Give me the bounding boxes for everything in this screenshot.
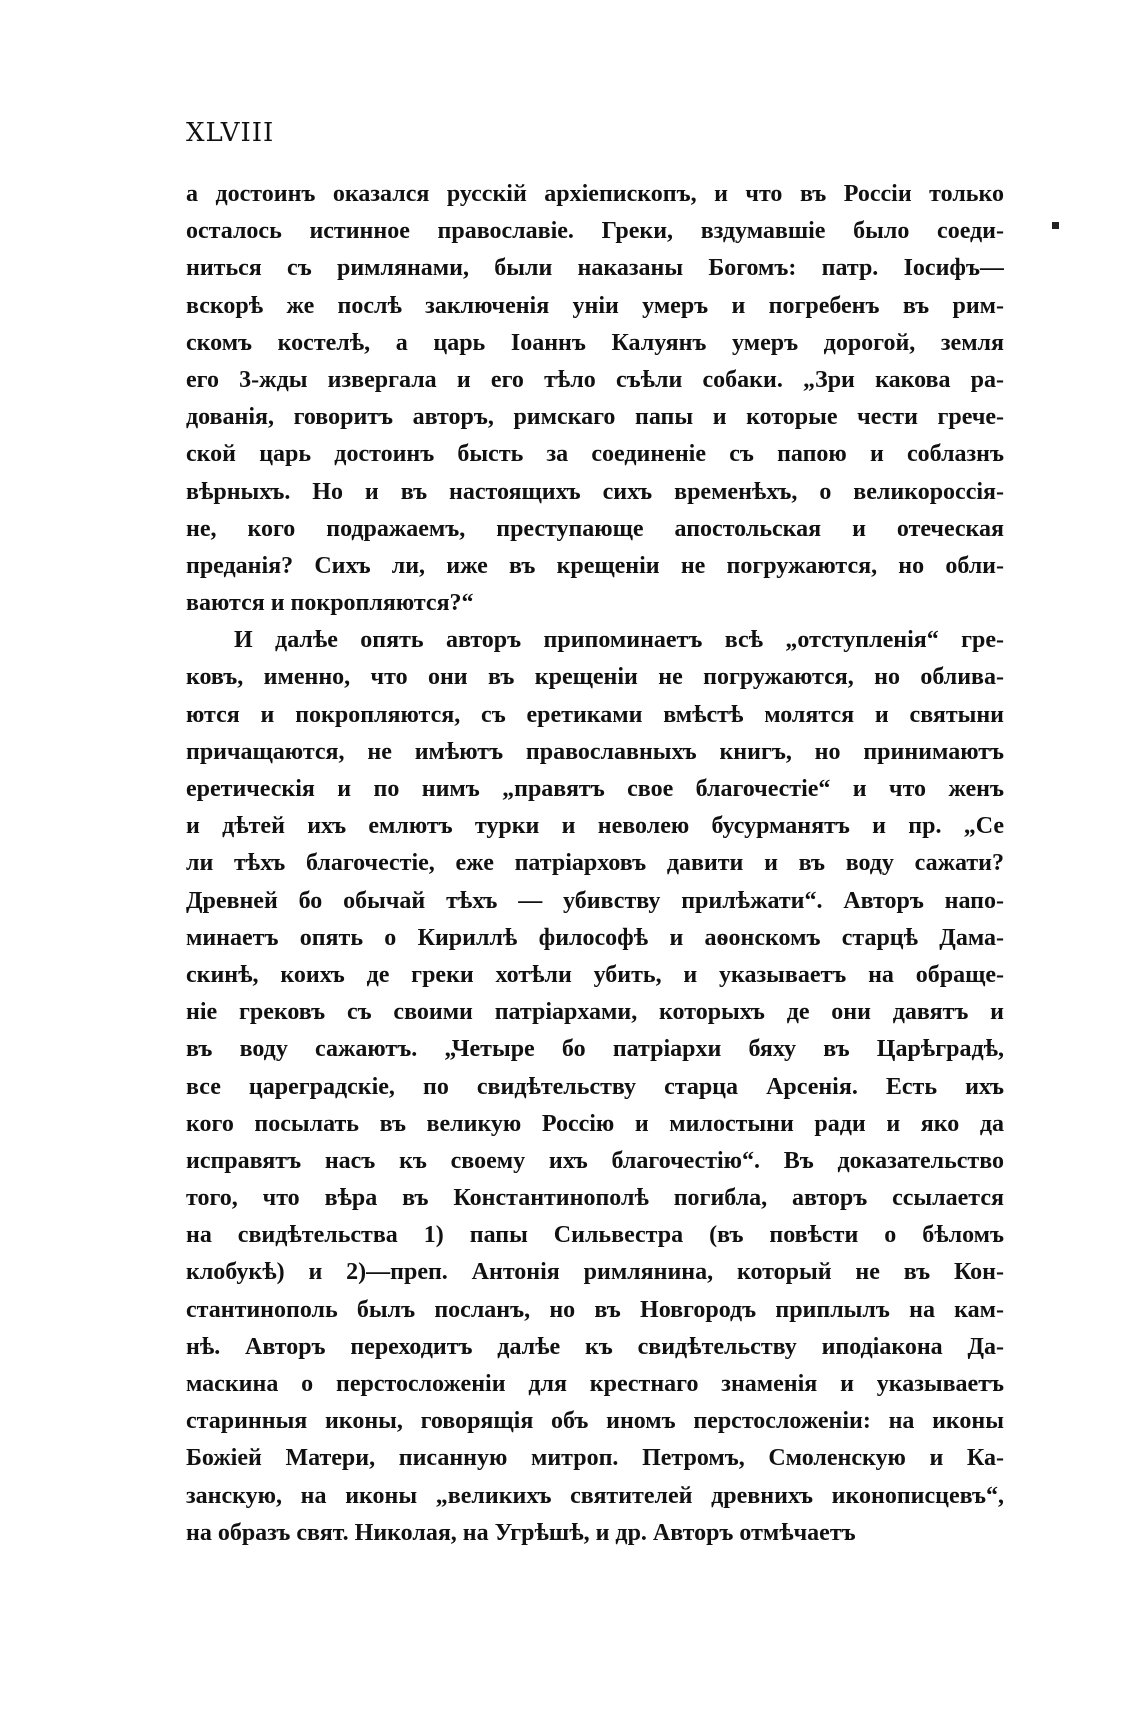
text-line: Древней бо обычай тѣхъ — убивству прилѣжати“. Авторъ напо- [186,887,1004,914]
text-line: вѣрныхъ. Но и въ настоящихъ сихъ временѣхъ, о великороссія- [186,478,1004,505]
text-line: въ воду сажаютъ. „Четыре бо патріархи бяху въ Царѣградѣ, [186,1036,1004,1063]
text-line: занскую, на иконы „великихъ святителей древнихъ иконописцевъ“, [186,1482,1004,1509]
text-line: кого посылать въ великую Россію и милостыни ради и яко да [186,1110,1004,1137]
text-line: не, кого подражаемъ, преступающе апостольская и отеческая [186,515,1004,542]
text-line: ются и покропляются, съ еретиками вмѣстѣ молятся и святыни [186,701,1004,728]
page-number: XLVIII [186,118,275,148]
print-speck [1052,222,1059,229]
text-line: ваются и покропляются?“ [186,590,474,617]
text-line: ниться съ римлянами, были наказаны Богомъ: патр. Іосифъ— [186,255,1004,282]
text-line: Божіей Матери, писанную митроп. Петромъ, Смоленскую и Ка- [186,1445,1004,1472]
text-line: клобукѣ) и 2)—преп. Антонія римлянина, который не въ Кон- [186,1259,1004,1286]
text-line: преданія? Сихъ ли, иже въ крещеніи не погружаются, но обли- [186,552,1004,579]
text-line: скомъ костелѣ, а царь Іоаннъ Калуянъ умеръ дорогой, земля [186,329,1004,356]
body-text [186,176,1004,1552]
text-line: ской царь достоинъ бысть за соединеніе съ папою и соблазнъ [186,441,1004,468]
text-line: ніе грековъ съ своими патріархами, которыхъ де они давятъ и [186,999,1004,1026]
text-line: того, что вѣра въ Константинополѣ погибла, авторъ ссылается [186,1185,1004,1212]
text-line: причащаются, не имѣютъ православныхъ книгъ, но принимаютъ [186,738,1004,765]
text-line: скинѣ, коихъ де греки хотѣли убить, и указываетъ на обраще- [186,961,1004,988]
text-line: а достоинъ оказался русскій архіепископъ, и что въ Россіи только [186,181,1004,207]
text-line: на образъ свят. Николая, на Угрѣшѣ, и др. Авторъ отмѣчаетъ [186,1519,856,1546]
text-line: И далѣе опять авторъ припоминаетъ всѣ „отступленія“ гре- [234,627,1004,654]
text-line: маскина о перстосложеніи для крестнаго знаменія и указываетъ [186,1371,1004,1397]
text-line: все цареградскіе, по свидѣтельству старца Арсенія. Есть ихъ [186,1073,1004,1100]
text-line: и дѣтей ихъ емлютъ турки и неволею бусурманятъ и пр. „Се [186,813,1004,840]
text-line: его 3-жды извергала и его тѣло съѣли собаки. „Зри какова ра- [186,366,1004,393]
text-line: ли тѣхъ благочестіе, еже патріарховъ давити и въ воду сажати? [186,850,1004,877]
text-line: еретическія и по нимъ „правятъ свое благочестіе“ и что женъ [186,776,1004,802]
text-line: вскорѣ же послѣ заключенія уніи умеръ и погребенъ въ рим- [186,292,1004,319]
text-line: исправятъ насъ къ своему ихъ благочестію“. Въ доказательство [186,1147,1004,1174]
text-line: нѣ. Авторъ переходитъ далѣе къ свидѣтельству иподіакона Да- [186,1333,1004,1360]
text-line: ковъ, именно, что они въ крещеніи не погружаются, но облива- [186,664,1004,691]
text-line: дованія, говоритъ авторъ, римскаго папы и которые чести грече- [186,404,1004,431]
text-line: старинныя иконы, говорящія объ иномъ перстосложеніи: на иконы [186,1408,1004,1435]
text-line: осталось истинное православіе. Греки, вздумавшіе было соеди- [186,218,1004,245]
text-line: стантинополь былъ посланъ, но въ Новгородъ приплылъ на кам- [186,1296,1004,1323]
text-line: минаетъ опять о Кириллѣ философѣ и аѳонскомъ старцѣ Дама- [186,924,1004,951]
text-line: на свидѣтельства 1) папы Сильвестра (въ повѣсти о бѣломъ [186,1222,1004,1249]
